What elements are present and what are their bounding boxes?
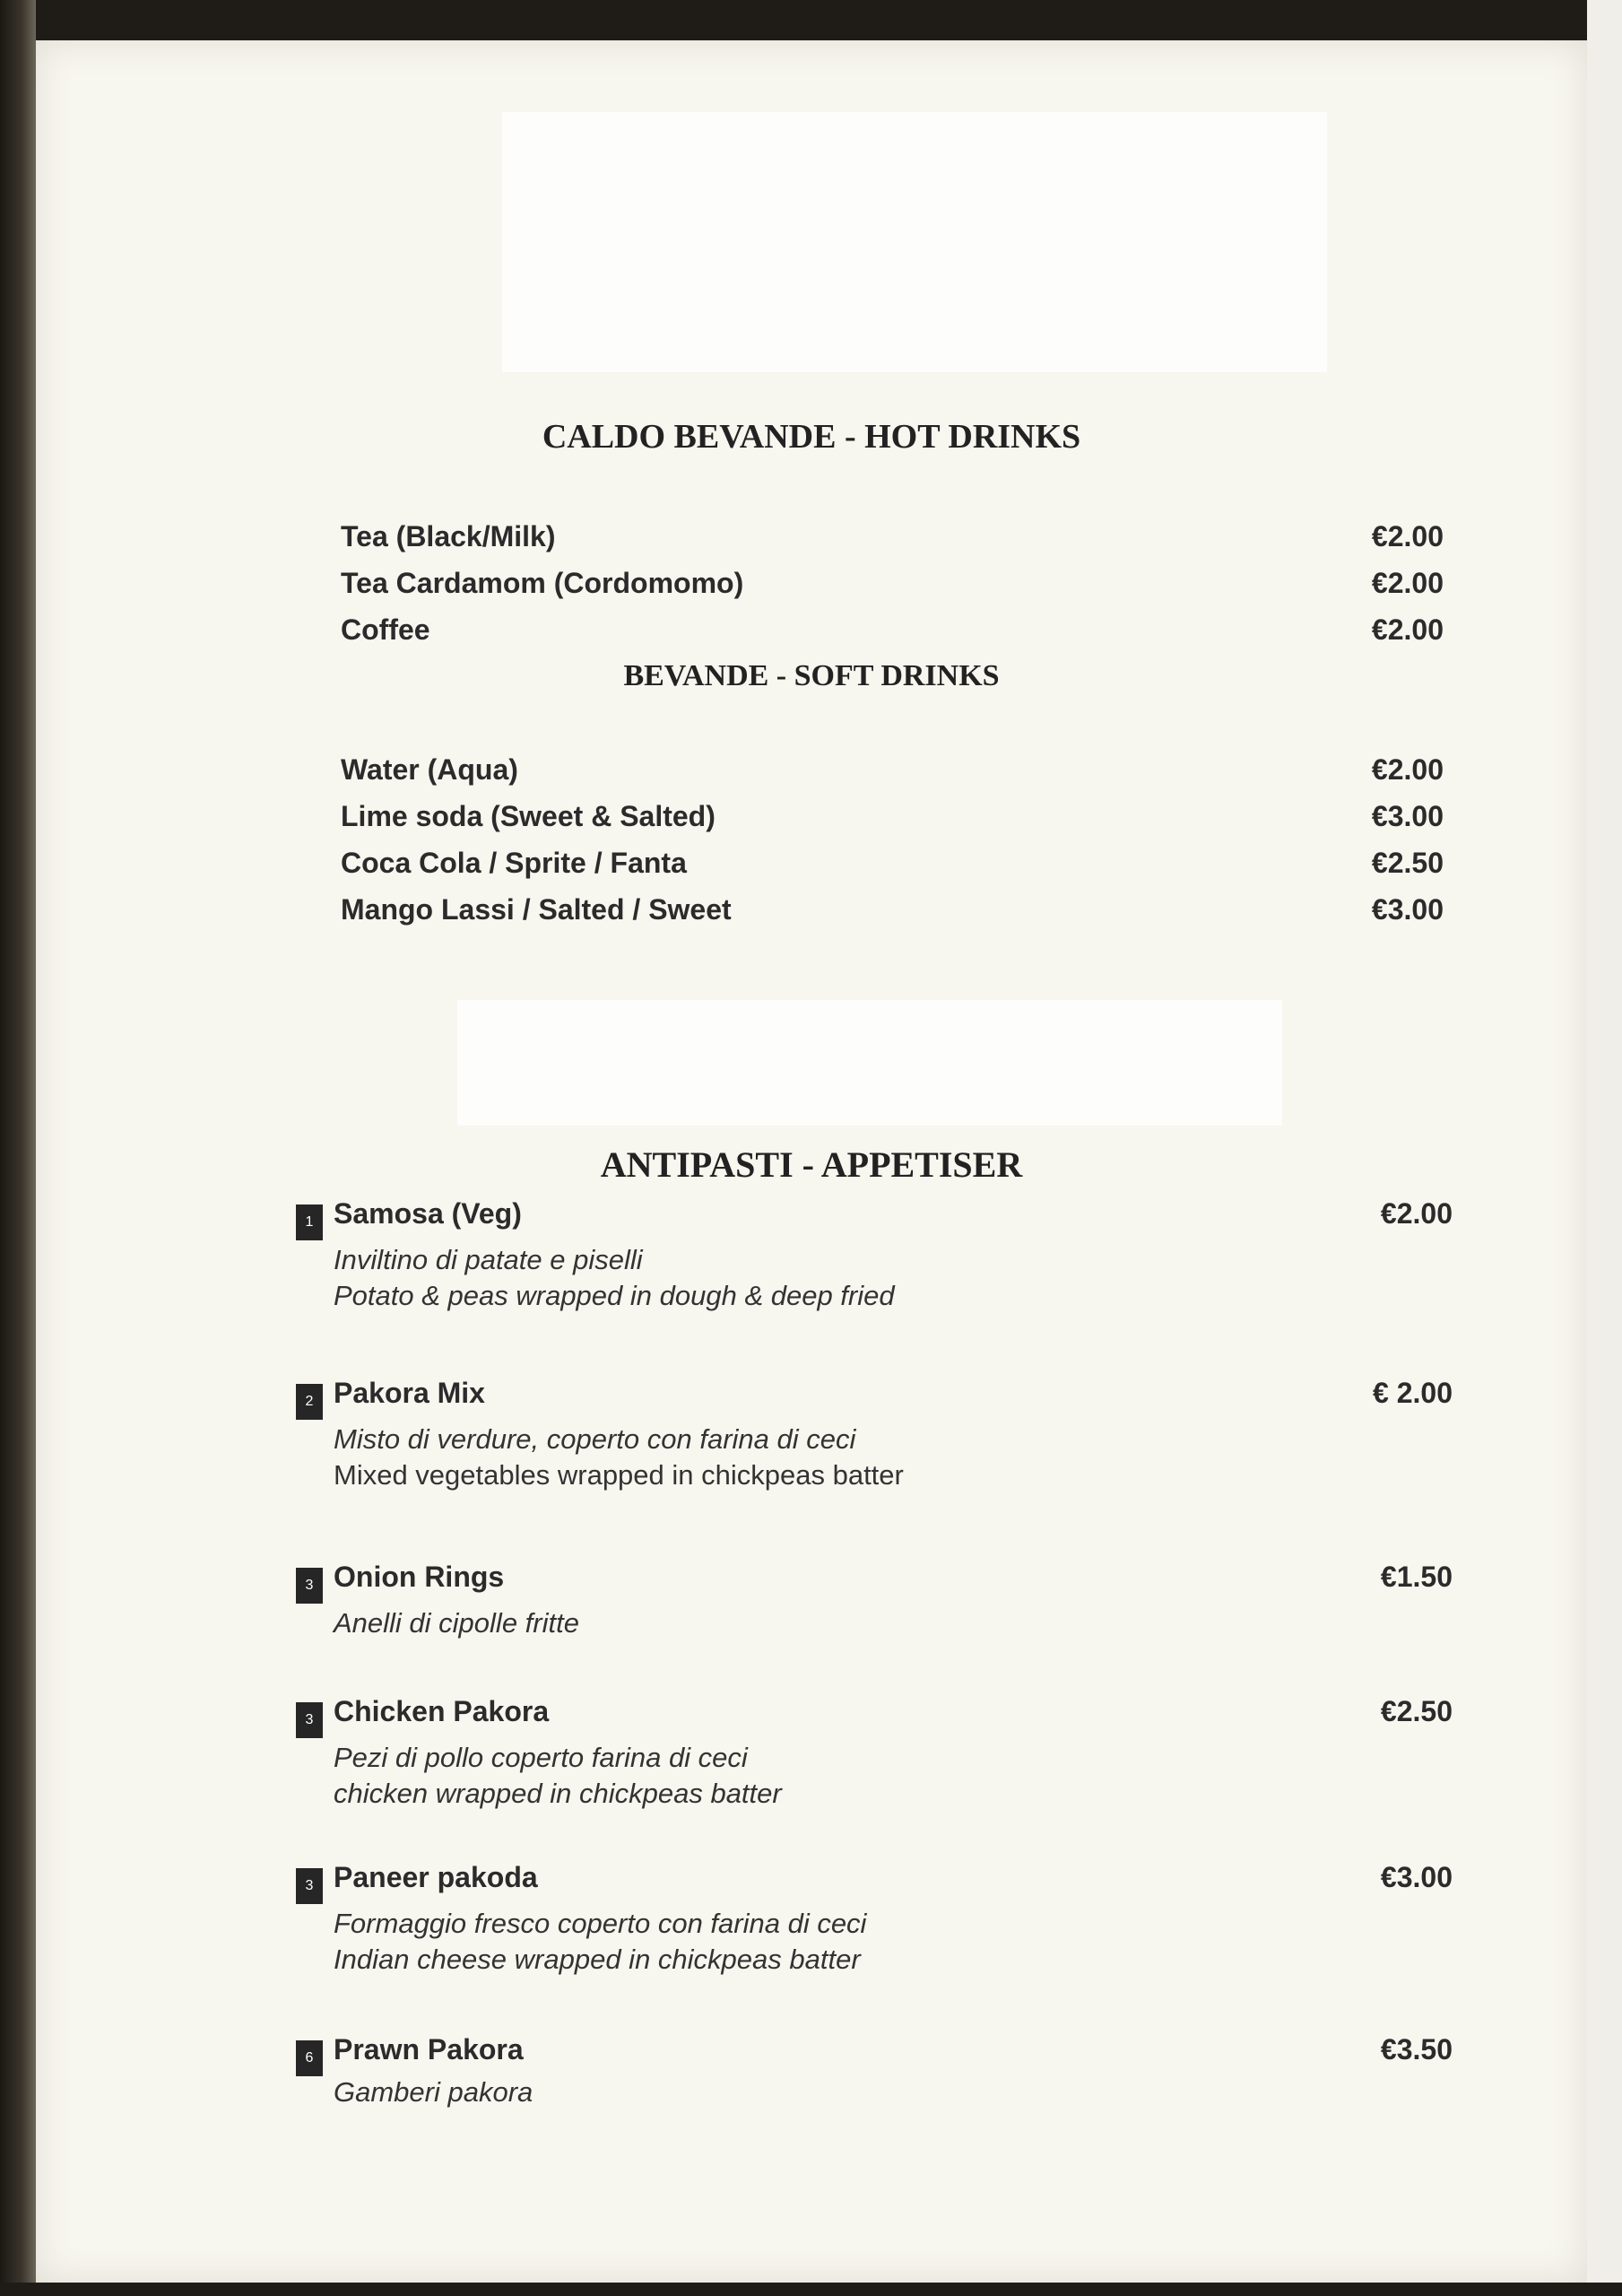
item-price: €2.50 [1380, 1695, 1453, 1727]
item-desc-italian: Misto di verdure, coperto con farina di ceci [334, 1423, 856, 1455]
item-desc-english: Indian cheese wrapped in chickpeas batter [334, 1944, 861, 1975]
hot-drink-row [341, 567, 1444, 610]
hot-drink-row [341, 613, 1444, 657]
item-desc-italian: Formaggio fresco coperto con farina di ceci [334, 1908, 867, 1939]
item-price: €2.00 [1371, 613, 1444, 646]
item-name: Samosa (Veg) [334, 1197, 522, 1230]
hot-drink-row [341, 520, 1444, 563]
item-number-badge: 3 [296, 1868, 323, 1904]
item-price: €3.00 [1380, 1861, 1453, 1893]
soft-drinks-title: BEVANDE - SOFT DRINKS [623, 659, 1000, 692]
item-name: Paneer pakoda [334, 1861, 538, 1893]
appetiser-title: ANTIPASTI - APPETISER [600, 1144, 1023, 1185]
item-price: €2.00 [1371, 567, 1444, 599]
item-price: €3.50 [1380, 2033, 1453, 2066]
item-price: €3.00 [1371, 893, 1444, 926]
book-binding [0, 0, 36, 2296]
item-price: €2.50 [1371, 847, 1444, 879]
item-price: €2.00 [1380, 1197, 1453, 1230]
item-desc-english: Mixed vegetables wrapped in chickpeas batter [334, 1459, 904, 1491]
item-price: €1.50 [1380, 1561, 1453, 1593]
hot-drinks-title: CALDO BEVANDE - HOT DRINKS [542, 418, 1081, 456]
item-number-badge: 1 [296, 1205, 323, 1240]
item-name: Lime soda (Sweet & Salted) [341, 800, 716, 832]
item-number-badge: 3 [296, 1702, 323, 1738]
menu-page [36, 40, 1587, 2283]
scan-bottom-edge [0, 2283, 1622, 2296]
item-desc-english: chicken wrapped in chickpeas batter [334, 1778, 782, 1809]
item-name: Coffee [341, 613, 430, 646]
item-name: Coca Cola / Sprite / Fanta [341, 847, 687, 879]
item-name: Chicken Pakora [334, 1695, 550, 1727]
item-name: Tea (Black/Milk) [341, 520, 556, 552]
item-number-badge: 3 [296, 1568, 323, 1604]
scan-right-edge [1587, 0, 1622, 2296]
item-name: Water (Aqua) [341, 753, 518, 786]
item-desc-italian: Anelli di cipolle fritte [334, 1607, 579, 1639]
soft-drink-row [341, 800, 1444, 843]
item-name: Pakora Mix [334, 1377, 485, 1409]
blank-area-middle [457, 1000, 1282, 1126]
item-desc-english: Potato & peas wrapped in dough & deep fried [334, 1280, 895, 1311]
item-desc-italian: Inviltino di patate e piselli [334, 1244, 643, 1275]
item-price: €2.00 [1371, 753, 1444, 786]
blank-area-top [502, 112, 1327, 372]
item-number-badge: 2 [296, 1384, 323, 1420]
item-desc-italian: Pezi di pollo coperto farina di ceci [334, 1742, 748, 1773]
item-number-badge: 6 [296, 2040, 323, 2076]
item-price: € 2.00 [1373, 1377, 1453, 1409]
item-price: €2.00 [1371, 520, 1444, 552]
scan-top-edge [0, 0, 1622, 40]
soft-drink-row [341, 893, 1444, 936]
soft-drink-row [341, 847, 1444, 890]
soft-drink-row [341, 753, 1444, 796]
item-price: €3.00 [1371, 800, 1444, 832]
item-name: Prawn Pakora [334, 2033, 524, 2066]
item-desc-italian: Gamberi pakora [334, 2076, 533, 2108]
item-name: Tea Cardamom (Cordomomo) [341, 567, 744, 599]
item-name: Mango Lassi / Salted / Sweet [341, 893, 732, 926]
item-name: Onion Rings [334, 1561, 505, 1593]
